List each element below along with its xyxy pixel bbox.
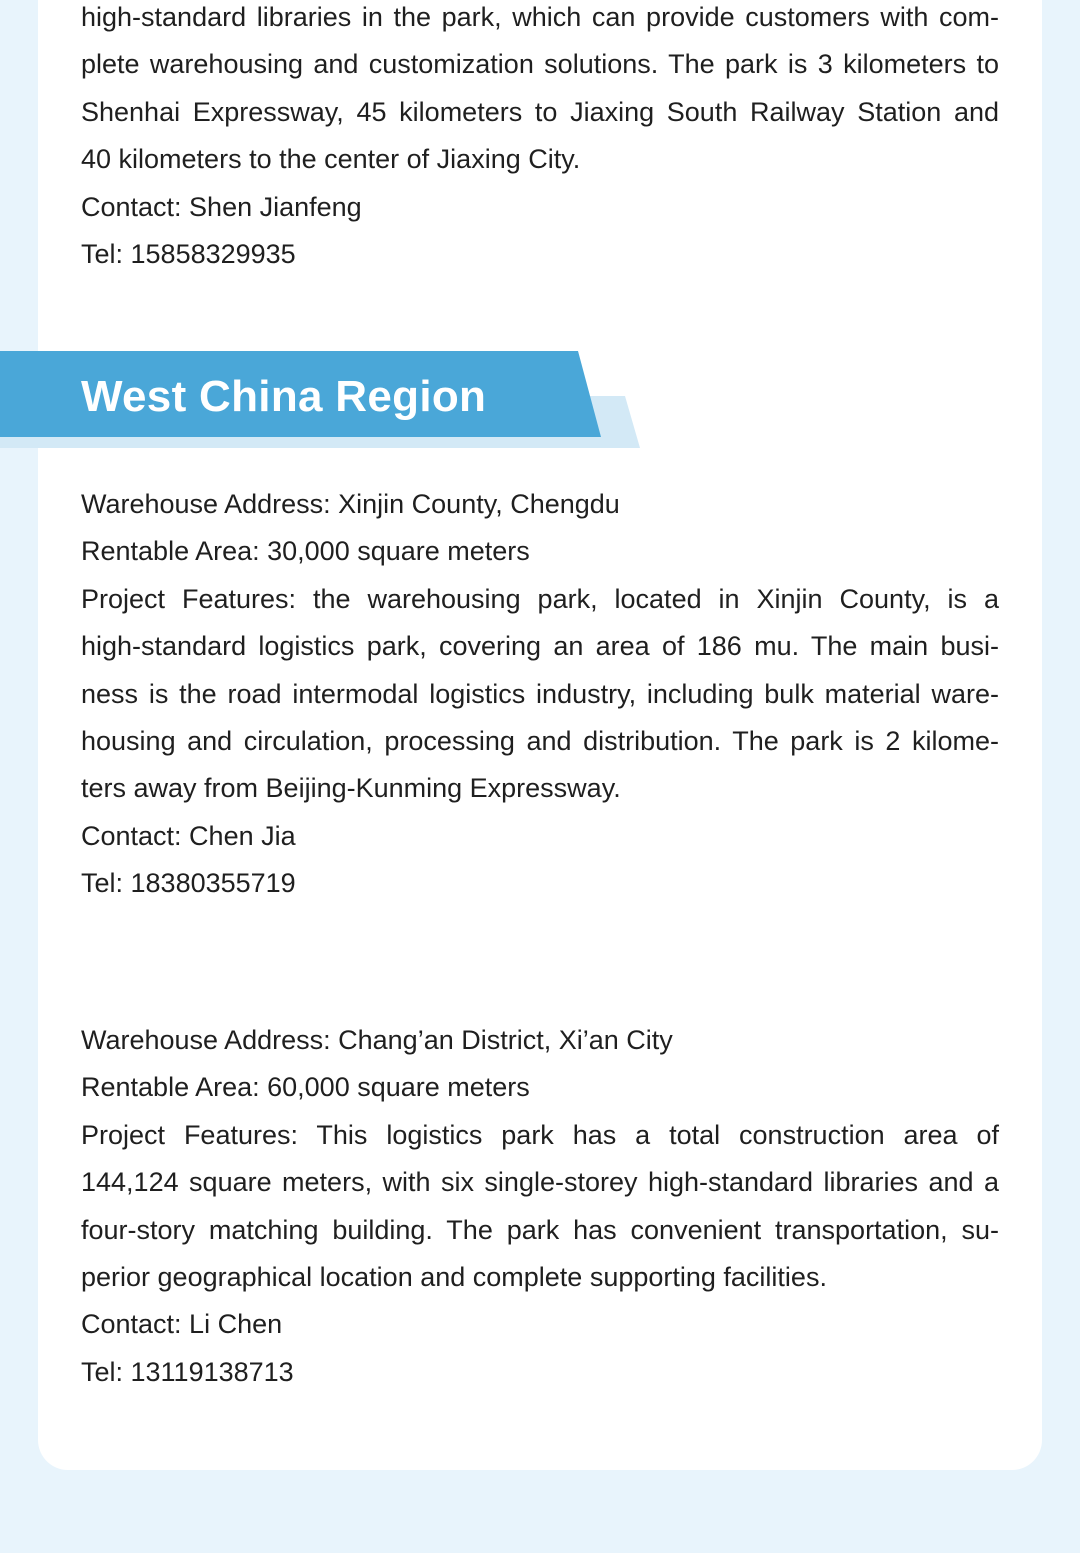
features-line: 40 kilometers to the center of Jiaxing City. [81, 144, 581, 175]
jiaxing-warehouse-block [81, 0, 999, 278]
section-title: West China Region [81, 372, 487, 421]
features-line: Project Features: This logistics park has a total construction area of [81, 1119, 999, 1150]
features-line: Project Features: the warehousing park, located in Xinjin County, is a [81, 583, 999, 614]
features-line: plete warehousing and customization solutions. The park is 3 kilometers to [81, 49, 999, 80]
area-line: Rentable Area: 60,000 square meters [81, 1072, 530, 1103]
address-line: Warehouse Address: Chang’an District, Xi’an City [81, 1025, 673, 1055]
features-line: ters away from Beijing-Kunming Expressway. [81, 773, 621, 804]
features-line: four-story matching building. The park has convenient transportation, su- [81, 1214, 999, 1245]
contact-line: Contact: Li Chen [81, 1309, 283, 1340]
features-line: perior geographical location and complete supporting facilities. [81, 1262, 827, 1293]
contact-line: Contact: Chen Jia [81, 820, 296, 851]
features-line: ness is the road intermodal logistics industry, including bulk material ware- [81, 678, 999, 709]
features-line: 144,124 square meters, with six single-storey high-standard libraries and a [81, 1167, 999, 1198]
features-line: high-standard logistics park, covering an area of 186 mu. The main busi- [81, 631, 999, 662]
tel-line: Tel: 13119138713 [81, 1356, 294, 1387]
tel-line: Tel: 15858329935 [81, 239, 296, 270]
tel-line: Tel: 18380355719 [81, 868, 296, 899]
chengdu-warehouse-block [81, 481, 999, 908]
xian-warehouse-block [81, 1017, 999, 1396]
address-line: Warehouse Address: Xinjin County, Chengdu [81, 489, 620, 519]
features-line: housing and circulation, processing and distribution. The park is 2 kilome- [81, 726, 999, 757]
features-line: Shenhai Expressway, 45 kilometers to Jiaxing South Railway Station and [81, 96, 999, 127]
features-line: high-standard libraries in the park, which can provide customers with com- [81, 2, 999, 32]
contact-line: Contact: Shen Jianfeng [81, 191, 362, 222]
area-line: Rentable Area: 30,000 square meters [81, 536, 530, 567]
